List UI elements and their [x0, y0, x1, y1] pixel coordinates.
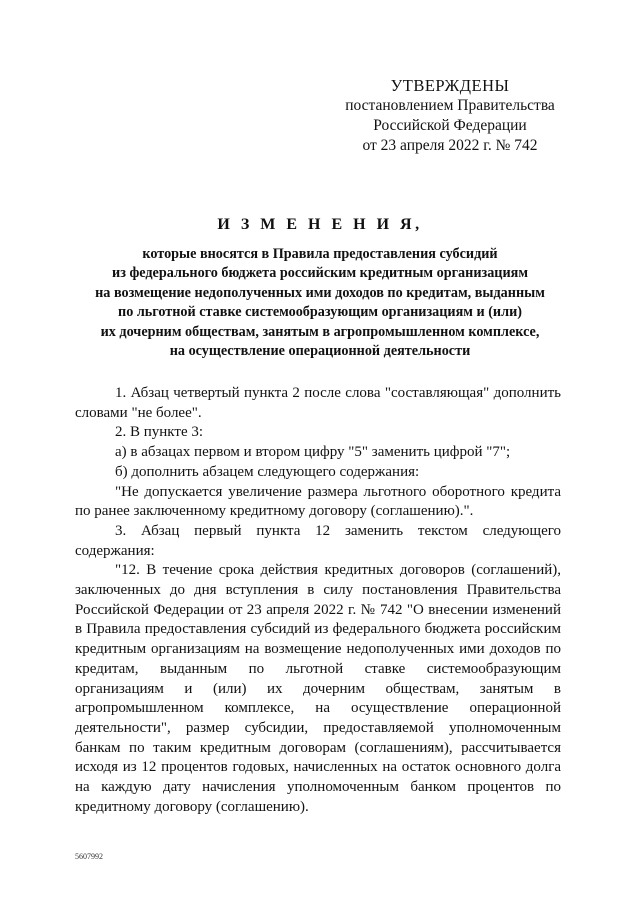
paragraph-3: 3. Абзац первый пункта 12 заменить текстом следующего содержания: — [75, 522, 561, 559]
paragraph-1: 1. Абзац четвертый пункта 2 после слова "составляющая" дополнить словами "не более". — [75, 385, 561, 421]
approval-block — [320, 76, 580, 156]
approval-line-1: постановлением Правительства — [345, 97, 555, 114]
document-footer-id: 5607992 — [75, 852, 103, 861]
paragraph-3-quote: "12. В течение срока действия кредитных договоров (соглашений), заключенных до дня вступления в силу постановления Правительства Российской Федерации от 23 апреля 2022 г. № 742 "О внесении изменений в Правила предоставления субсидий из федерального бюджета российским кредитным организациям на возмещение недополученных ими доходов по кредитам, выданным по льготной ставке системообразующим организациям и (или) их дочерним обществам, занятым в агропромышленном комплексе, на осуществление операционной деятельности", размер субсидии, предоставляемой уполномоченным банкам по таким кредитным договорам (соглашениям), рассчитывается исходя из 12 процентов годовых, начисленных на остаток основного долга на каждую дату начисления уполномоченным банком процентов по кредитному договору (соглашению). — [75, 562, 561, 815]
paragraph-2: 2. В пункте 3: — [115, 424, 204, 441]
approval-heading: УТВЕРЖДЕНЫ — [390, 76, 510, 95]
subtitle-line: на возмещение недополученных ими доходов по кредитам, выданным — [95, 284, 545, 301]
paragraph-2b: б) дополнить абзацем следующего содержания: — [115, 463, 420, 480]
approval-line-2: Российской Федерации — [373, 117, 527, 134]
subtitle-line: на осуществление операционной деятельности — [169, 343, 471, 360]
document-subtitle — [60, 245, 580, 361]
approval-line-3: от 23 апреля 2022 г. № 742 — [362, 137, 538, 154]
subtitle-line: из федерального бюджета российским кредитным организациям — [112, 265, 528, 282]
subtitle-line: которые вносятся в Правила предоставления субсидий — [142, 246, 498, 262]
paragraph-2a: а) в абзацах первом и втором цифру "5" заменить цифрой "7"; — [115, 444, 511, 461]
document-body — [75, 384, 561, 817]
document-title: И З М Е Н Е Н И Я, — [217, 216, 423, 233]
paragraph-2b-quote: "Не допускается увеличение размера льготного оборотного кредита по ранее заключенному кредитному договору (соглашению).". — [75, 483, 561, 520]
subtitle-line: их дочерним обществам, занятым в агропромышленном комплексе, — [100, 323, 540, 340]
subtitle-line: по льготной ставке системообразующим организациям и (или) — [118, 304, 522, 321]
